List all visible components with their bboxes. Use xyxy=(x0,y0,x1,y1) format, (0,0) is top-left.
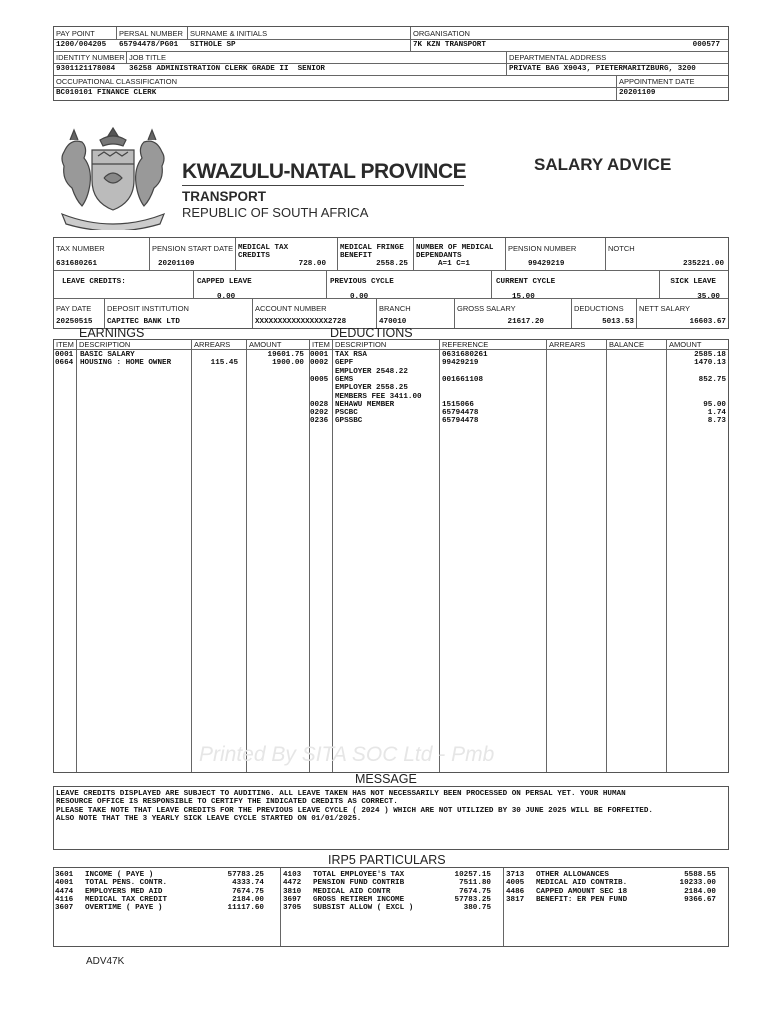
message-line: RESOURCE OFFICE IS RESPONSIBLE TO CERTIFY THE INDICATED CREDITS AS CORRECT. xyxy=(56,798,398,807)
irp5-code: 4005 xyxy=(506,879,525,888)
pension-start-value: 20201109 xyxy=(158,260,195,268)
dependants-label: NUMBER OF MEDICAL DEPENDANTS xyxy=(416,244,494,260)
irp5-description: GROSS RETIREM INCOME xyxy=(313,895,405,904)
earnings-arrears: 115.45 xyxy=(210,359,238,368)
irp5-code: 3607 xyxy=(55,904,74,913)
watermark: Printed By SITA SOC Ltd - Pmb xyxy=(199,743,495,766)
deductions-label: DEDUCTIONS xyxy=(574,304,624,313)
irp5-code: 4474 xyxy=(55,887,74,896)
earnings-amount: 1900.00 xyxy=(272,359,304,368)
message-box xyxy=(53,786,729,850)
pension-number-value: 99429219 xyxy=(528,260,565,268)
irp5-amount: 11117.60 xyxy=(227,904,264,913)
deduction-reference: 99429219 xyxy=(442,359,479,368)
earnings-item-header: ITEM xyxy=(56,340,74,349)
deductions-reference-header: REFERENCE xyxy=(442,340,489,349)
salary-summary xyxy=(53,237,729,329)
irp5-code: 4103 xyxy=(283,871,302,879)
irp5-amount: 7511.80 xyxy=(459,879,491,888)
appointment-label: APPOINTMENT DATE xyxy=(619,77,695,86)
job-title-label: JOB TITLE xyxy=(129,53,166,62)
deduction-reference: 0631680261 xyxy=(442,351,488,359)
irp5-description: SUBSIST ALLOW ( EXCL ) xyxy=(313,904,414,913)
earnings-title: EARNINGS xyxy=(79,326,145,340)
leave-credits-label: LEAVE CREDITS: xyxy=(62,278,126,286)
deduction-item: 0001 xyxy=(310,351,329,359)
province-title: KWAZULU-NATAL PROVINCE xyxy=(182,160,467,183)
irp5-code: 4472 xyxy=(283,879,302,888)
notch-label: NOTCH xyxy=(608,244,635,253)
tax-number-value: 631680261 xyxy=(56,260,98,268)
organisation-label: ORGANISATION xyxy=(413,29,470,38)
branch-value: 470010 xyxy=(379,318,407,326)
irp5-description: BENEFIT: ER PEN FUND xyxy=(536,895,628,904)
irp5-amount: 2184.00 xyxy=(684,887,716,896)
deduction-item: 0202 xyxy=(310,409,329,418)
irp5-amount: 57783.25 xyxy=(454,895,491,904)
earnings-deductions-table xyxy=(53,339,729,773)
irp5-amount: 7674.75 xyxy=(459,887,491,896)
gross-label: GROSS SALARY xyxy=(457,304,516,313)
organisation-value: 7K KZN TRANSPORT xyxy=(413,41,486,49)
appointment-value: 20201109 xyxy=(619,89,656,97)
medical-tax-value: 728.00 xyxy=(298,260,326,268)
deduction-item: 0028 xyxy=(310,400,329,409)
persal-value: 65794478/PG01 xyxy=(119,41,179,49)
irp5-code: 4486 xyxy=(506,887,525,896)
identity-value: 9301121178084 xyxy=(56,65,116,73)
irp5-code: 3601 xyxy=(55,871,74,879)
deduction-description: MEMBERS FEE 3411.00 xyxy=(335,392,422,401)
deduction-description: NEHAWU MEMBER xyxy=(335,400,395,409)
deductions-title: DEDUCTIONS xyxy=(330,326,413,340)
surname-label: SURNAME & INITIALS xyxy=(190,29,268,38)
branch-label: BRANCH xyxy=(379,304,411,313)
pay-point-label: PAY POINT xyxy=(56,29,95,38)
irp5-description: CAPPED AMOUNT SEC 18 xyxy=(536,887,628,896)
deductions-value: 5013.53 xyxy=(602,318,634,326)
earnings-description-header: DESCRIPTION xyxy=(79,340,131,349)
institution-label: DEPOSIT INSTITUTION xyxy=(107,304,189,313)
deductions-balance-header: BALANCE xyxy=(609,340,645,349)
deduction-amount: 95.00 xyxy=(703,400,726,409)
deduction-item: 0236 xyxy=(310,417,329,426)
document-title: SALARY ADVICE xyxy=(534,155,672,174)
irp5-code: 4116 xyxy=(55,895,74,904)
irp5-code: 4001 xyxy=(55,879,74,888)
pay-date-label: PAY DATE xyxy=(56,304,92,313)
deduction-amount: 1.74 xyxy=(707,409,726,418)
message-line: PLEASE TAKE NOTE THAT LEAVE CREDITS FOR THE PREVIOUS LEAVE CYCLE ( 2024 ) WHICH ARE NOT UTILIZED BY 30 JUNE 2025 WILL BE FORFEITED. xyxy=(56,806,653,815)
coat-of-arms-icon xyxy=(54,122,172,230)
earnings-arrears-header: ARREARS xyxy=(194,340,231,349)
irp5-code: 3697 xyxy=(283,895,302,904)
earnings-amount: 19601.75 xyxy=(267,351,304,359)
department-name: TRANSPORT xyxy=(182,189,266,204)
organisation-code: 000577 xyxy=(692,41,720,49)
irp5-amount: 9366.67 xyxy=(684,895,716,904)
deduction-description: GEPF xyxy=(335,359,354,368)
occupational-value: BC010101 FINANCE CLERK xyxy=(56,89,157,97)
pay-date-value: 20250515 xyxy=(56,318,93,326)
irp5-box xyxy=(53,867,729,947)
current-cycle-value: 15.00 xyxy=(512,293,535,301)
earnings-description: HOUSING : HOME OWNER xyxy=(80,359,172,368)
capped-leave-label: CAPPED LEAVE xyxy=(197,278,252,286)
earnings-item: 0664 xyxy=(55,359,74,368)
deduction-description: TAX RSA xyxy=(335,351,367,359)
surname-value: SITHOLE SP xyxy=(190,41,236,49)
irp5-description: EMPLOYERS MED AID xyxy=(85,887,163,896)
dependants-value: A=1 C=1 xyxy=(438,260,470,268)
employee-header xyxy=(53,26,729,101)
irp5-amount: 10257.15 xyxy=(454,871,491,879)
persal-label: PERSAL NUMBER xyxy=(119,29,183,38)
irp5-description: INCOME ( PAYE ) xyxy=(85,871,154,879)
deduction-item: 0002 xyxy=(310,359,329,368)
deduction-reference: 001661108 xyxy=(442,375,484,384)
nett-value: 16603.67 xyxy=(689,318,726,326)
earnings-description: BASIC SALARY xyxy=(80,351,135,359)
irp5-description: MEDICAL AID CONTR xyxy=(313,887,391,896)
irp5-description: PENSION FUND CONTRIB xyxy=(313,879,405,888)
gross-value: 21617.20 xyxy=(507,318,544,326)
irp5-description: TOTAL EMPLOYEE'S TAX xyxy=(313,871,405,879)
irp5-title: IRP5 PARTICULARS xyxy=(328,853,446,867)
irp5-description: OTHER ALLOWANCES xyxy=(536,871,609,879)
pension-number-label: PENSION NUMBER xyxy=(508,244,577,253)
earnings-amount-header: AMOUNT xyxy=(249,340,282,349)
pay-point-value: 1200/004205 xyxy=(56,41,107,49)
deduction-amount: 8.73 xyxy=(707,417,726,426)
irp5-amount: 57783.25 xyxy=(227,871,264,879)
message-line: ALSO NOTE THAT THE 3 YEARLY SICK LEAVE CYCLE STARTED ON 01/01/2025. xyxy=(56,814,362,823)
deduction-amount: 1470.13 xyxy=(694,359,726,368)
notch-value: 235221.00 xyxy=(682,260,724,268)
current-cycle-label: CURRENT CYCLE xyxy=(496,278,556,286)
medical-tax-label: MEDICAL TAX CREDITS xyxy=(238,244,289,260)
deductions-amount-header: AMOUNT xyxy=(669,340,702,349)
irp5-amount: 380.75 xyxy=(463,904,491,913)
institution-value: CAPITEC BANK LTD xyxy=(107,318,180,326)
deduction-amount: 852.75 xyxy=(698,375,726,384)
medical-fringe-value: 2558.25 xyxy=(376,260,408,268)
deduction-description: EMPLOYER 2548.22 xyxy=(335,367,408,376)
irp5-amount: 2184.00 xyxy=(232,895,264,904)
pension-start-label: PENSION START DATE xyxy=(152,244,234,253)
irp5-amount: 4333.74 xyxy=(232,879,264,888)
deduction-reference: 65794478 xyxy=(442,417,479,426)
deductions-item-header: ITEM xyxy=(312,340,330,349)
deduction-item: 0005 xyxy=(310,375,329,384)
identity-label: IDENTITY NUMBER xyxy=(56,53,125,62)
irp5-description: TOTAL PENS. CONTR. xyxy=(85,879,168,888)
irp5-code: 3817 xyxy=(506,895,525,904)
irp5-description: MEDICAL TAX CREDIT xyxy=(85,895,168,904)
irp5-code: 3713 xyxy=(506,871,525,879)
deduction-reference: 1515066 xyxy=(442,400,474,409)
irp5-code: 3810 xyxy=(283,887,302,896)
irp5-description: MEDICAL AID CONTRIB. xyxy=(536,879,628,888)
medical-fringe-label: MEDICAL FRINGE BENEFIT xyxy=(340,244,404,260)
deduction-amount: 2585.18 xyxy=(694,351,726,359)
deduction-description: GPSSBC xyxy=(335,417,363,426)
sick-leave-label: SICK LEAVE xyxy=(670,278,716,286)
deduction-reference: 65794478 xyxy=(442,409,479,418)
nett-label: NETT SALARY xyxy=(639,304,690,313)
earnings-item: 0001 xyxy=(55,351,74,359)
message-title: MESSAGE xyxy=(355,772,417,786)
account-value: XXXXXXXXXXXXXXXX2728 xyxy=(255,318,347,326)
irp5-amount: 10233.00 xyxy=(679,879,716,888)
previous-cycle-value: 0.00 xyxy=(350,293,369,301)
job-title-value: 36258 ADMINISTRATION CLERK GRADE II SENIOR xyxy=(129,65,325,73)
deduction-description: EMPLOYER 2558.25 xyxy=(335,384,408,393)
occupational-label: OCCUPATIONAL CLASSIFICATION xyxy=(56,77,177,86)
country-name: REPUBLIC OF SOUTH AFRICA xyxy=(182,205,369,220)
dept-address-label: DEPARTMENTAL ADDRESS xyxy=(509,53,607,62)
banner-underline xyxy=(182,185,464,186)
irp5-code: 3705 xyxy=(283,904,302,913)
account-label: ACCOUNT NUMBER xyxy=(255,304,327,313)
deductions-description-header: DESCRIPTION xyxy=(335,340,387,349)
deductions-arrears-header: ARREARS xyxy=(549,340,586,349)
irp5-description: OVERTIME ( PAYE ) xyxy=(85,904,163,913)
deduction-description: GEMS xyxy=(335,375,354,384)
previous-cycle-label: PREVIOUS CYCLE xyxy=(330,278,394,286)
form-code: ADV47K xyxy=(86,956,125,967)
capped-leave-value: 0.00 xyxy=(217,293,236,301)
tax-number-label: TAX NUMBER xyxy=(56,244,105,253)
irp5-amount: 7674.75 xyxy=(232,887,264,896)
message-line: LEAVE CREDITS DISPLAYED ARE SUBJECT TO AUDITING. ALL LEAVE TAKEN HAS NOT NECESSARILY BEEN PROCESSED ON PERSAL YET. YOUR HUMAN xyxy=(56,790,626,798)
deduction-description: PSCBC xyxy=(335,409,358,418)
dept-address-value: PRIVATE BAG X9043, PIETERMARITZBURG, 3200 xyxy=(509,65,696,73)
sick-leave-value: 35.00 xyxy=(697,293,720,301)
irp5-amount: 5588.55 xyxy=(684,871,716,879)
